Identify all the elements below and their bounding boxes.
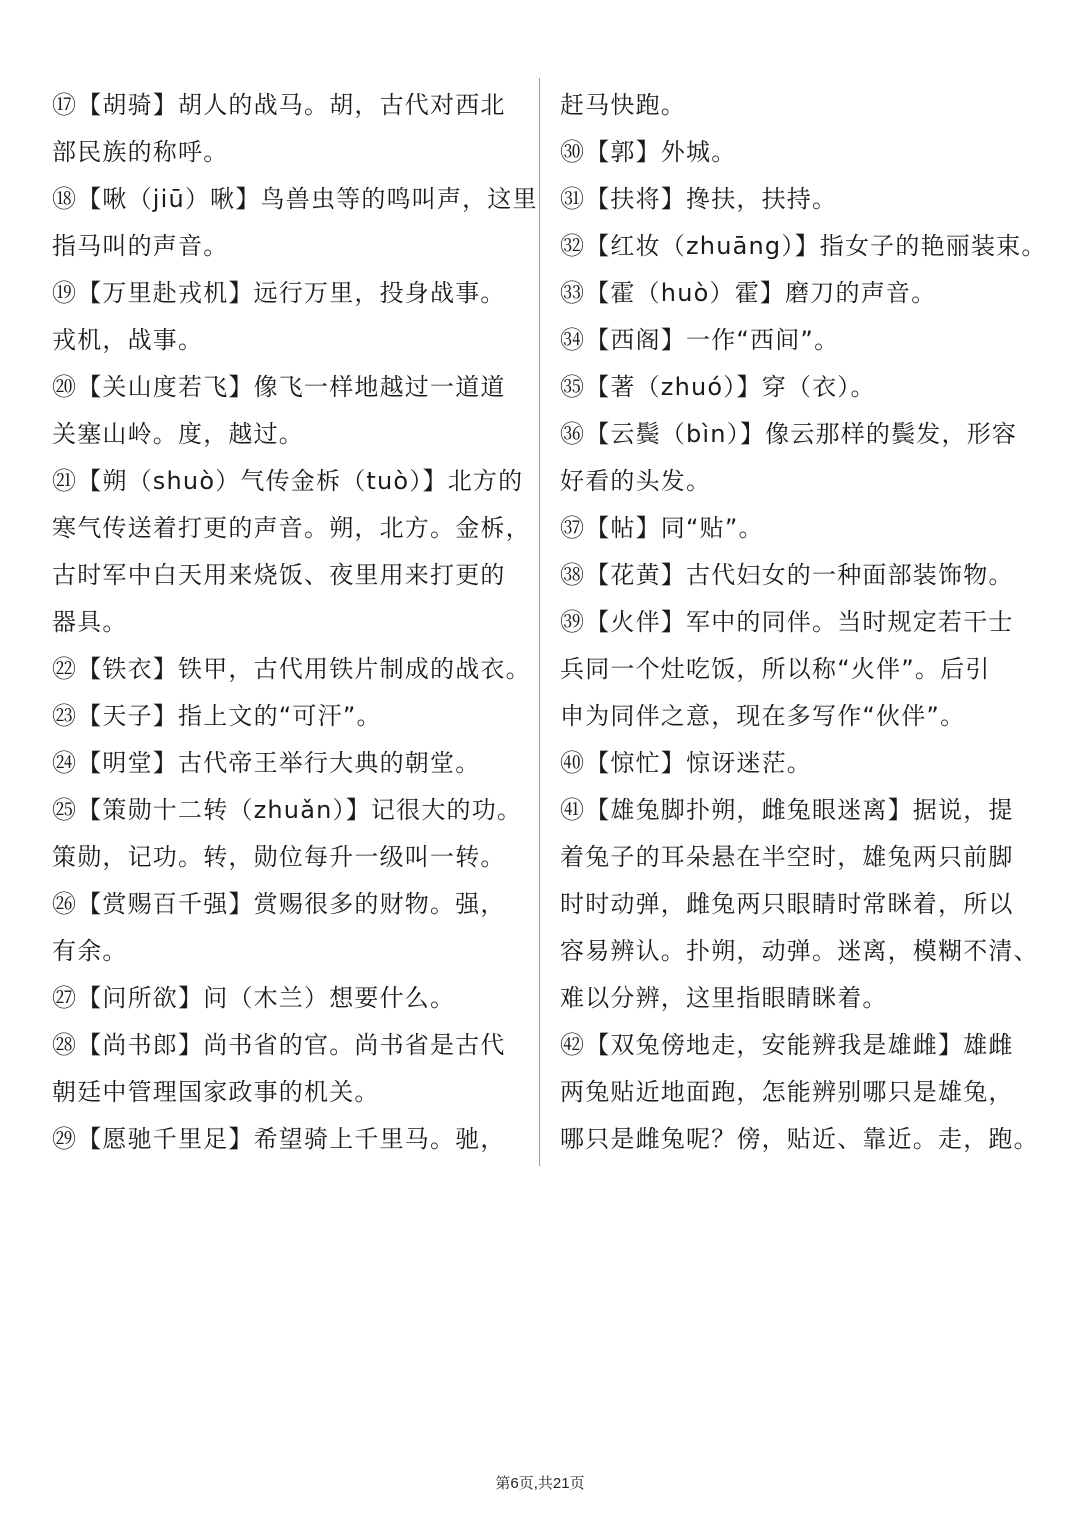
annotation-text-line: ㉑【朔（shuò）气传金柝（tuò）】北方的 — [52, 467, 524, 495]
annotation-text-line: 赶马快跑。 — [560, 91, 686, 119]
annotation-text-line: ㉕【策勋十二转（zhuǎn）】记很大的功。 — [52, 796, 523, 824]
annotation-text-line: 指马叫的声音。 — [52, 232, 229, 260]
annotation-text-line: ㉞【西阁】一作“西间”。 — [560, 326, 840, 354]
annotation-text-line: ㊵【惊忙】惊讶迷茫。 — [560, 749, 812, 777]
annotation-text-line: 两兔贴近地面跑，怎能辨别哪只是雄兔， — [560, 1078, 1014, 1106]
annotation-text-line: ㉙【愿驰千里足】希望骑上千里马。驰， — [52, 1125, 506, 1153]
annotation-text-line: ㊶【雄兔脚扑朔，雌兔眼迷离】据说，提 — [560, 796, 1014, 824]
annotation-text-line: 好看的头发。 — [560, 467, 712, 495]
right-column — [560, 82, 1047, 1163]
annotation-text-line: 容易辨认。扑朔，动弹。迷离，模糊不清、 — [560, 937, 1039, 965]
annotation-text-line: ㊷【双兔傍地走，安能辨我是雄雌】雄雌 — [560, 1031, 1014, 1059]
annotation-text-line: 申为同伴之意，现在多写作“伙伴”。 — [560, 702, 966, 730]
annotation-text-line: 难以分辨，这里指眼睛眯着。 — [560, 984, 888, 1012]
annotation-text-line: ㊴【火伴】军中的同伴。当时规定若干士 — [560, 608, 1014, 636]
annotation-text-line: ㉒【铁衣】铁甲，古代用铁片制成的战衣。 — [52, 655, 531, 683]
annotation-text-line: 器具。 — [52, 608, 128, 636]
annotation-text-line: ⑳【关山度若飞】像飞一样地越过一道道 — [52, 373, 506, 401]
annotation-text-line: 哪只是雌兔呢？傍，贴近、靠近。走，跑。 — [560, 1125, 1039, 1153]
annotation-text-line: ㉖【赏赐百千强】赏赐很多的财物。强， — [52, 890, 506, 918]
annotation-text-line: 着兔子的耳朵悬在半空时，雄兔两只前脚 — [560, 843, 1014, 871]
annotation-text-line: ㉝【霍（huò）霍】磨刀的声音。 — [560, 279, 937, 307]
annotation-text-line: ⑱【啾（jiū）啾】鸟兽虫等的鸣叫声，这里 — [52, 185, 538, 213]
annotation-text-line: 戎机，战事。 — [52, 326, 204, 354]
annotation-text-line: 策勋，记功。转，勋位每升一级叫一转。 — [52, 843, 506, 871]
annotation-text-line: ㉗【问所欲】问（木兰）想要什么。 — [52, 984, 456, 1012]
annotation-text-line: 有余。 — [52, 937, 128, 965]
annotation-text-line: ⑰【胡骑】胡人的战马。胡，古代对西北 — [52, 91, 506, 119]
annotation-text-line: ㉔【明堂】古代帝王举行大典的朝堂。 — [52, 749, 481, 777]
column-divider — [539, 78, 540, 1166]
annotation-text-line: 兵同一个灶吃饭，所以称“火伴”。后引 — [560, 655, 991, 683]
annotation-text-line: ㉚【郭】外城。 — [560, 138, 737, 166]
annotation-text-line: ㊱【云鬓（bìn）】像云那样的鬓发，形容 — [560, 420, 1018, 448]
annotation-text-line: 古时军中白天用来烧饭、夜里用来打更的 — [52, 561, 506, 589]
annotation-text-line: ㉘【尚书郎】尚书省的官。尚书省是古代 — [52, 1031, 506, 1059]
annotation-text-line: ㊲【帖】同“贴”。 — [560, 514, 764, 542]
annotation-text-line: ㉟【著（zhuó）】穿（衣）。 — [560, 373, 876, 401]
annotation-text-line: ㉜【红妆（zhuāng）】指女子的艳丽装束。 — [560, 232, 1047, 260]
left-column — [52, 82, 538, 1163]
annotation-text-line: 部民族的称呼。 — [52, 138, 229, 166]
annotation-text-line: 时时动弹，雌兔两只眼睛时常眯着，所以 — [560, 890, 1014, 918]
annotation-text-line: ㉓【天子】指上文的“可汗”。 — [52, 702, 382, 730]
annotation-text-line: 朝廷中管理国家政事的机关。 — [52, 1078, 380, 1106]
annotation-text-line: 关塞山岭。度，越过。 — [52, 420, 304, 448]
page-number-footer: 第6页,共21页 — [495, 1475, 585, 1492]
annotation-text-line: 寒气传送着打更的声音。朔，北方。金柝， — [52, 514, 531, 542]
annotation-text-line: ⑲【万里赴戎机】远行万里，投身战事。 — [52, 279, 506, 307]
annotation-text-line: ㊳【花黄】古代妇女的一种面部装饰物。 — [560, 561, 1014, 589]
annotation-text-line: ㉛【扶将】搀扶，扶持。 — [560, 185, 838, 213]
